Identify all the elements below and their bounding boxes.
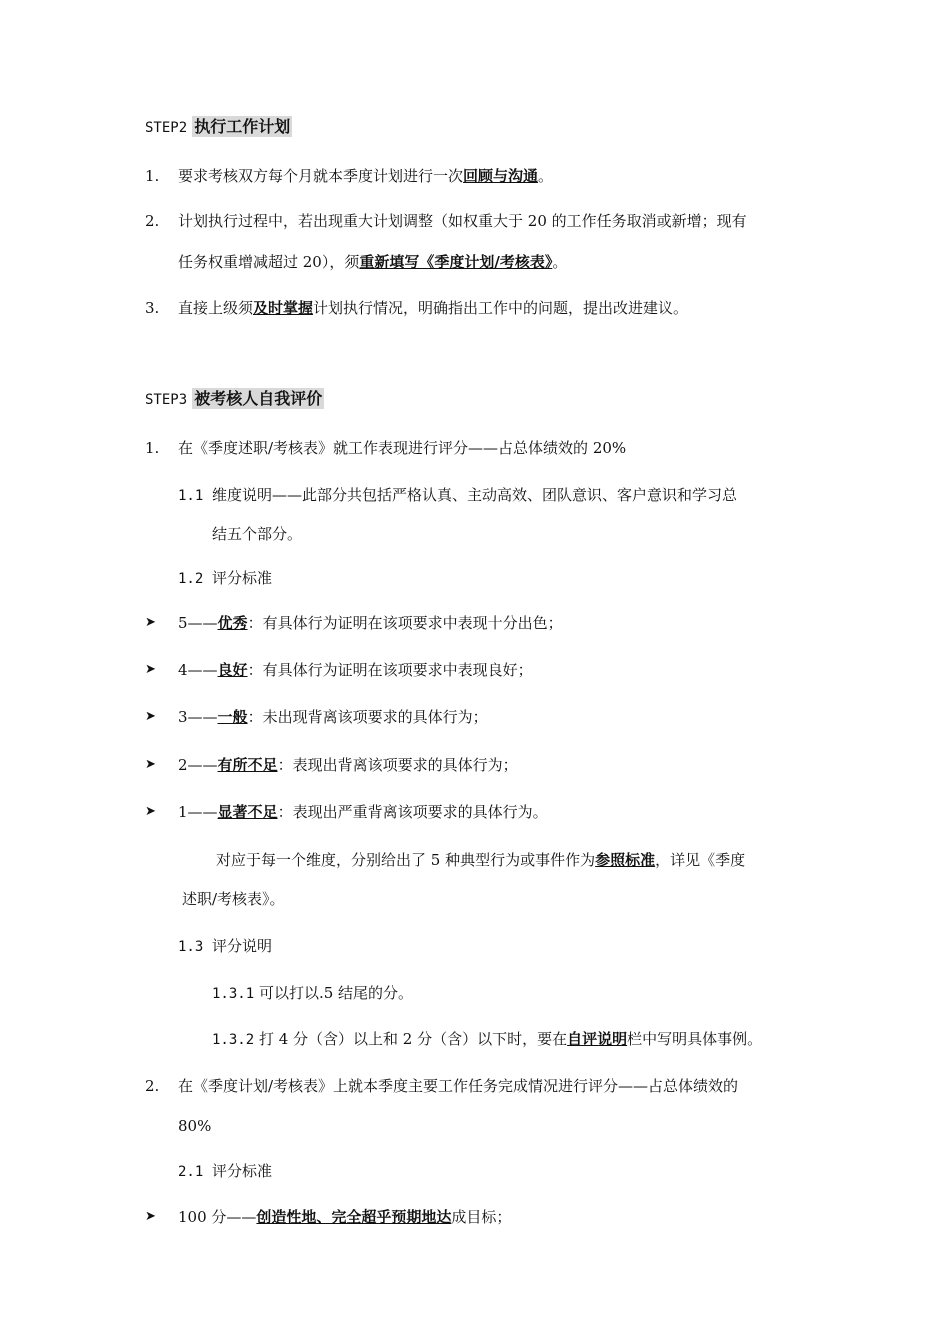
section-number: 1.3 xyxy=(178,939,204,955)
section-number: 1.2 xyxy=(178,571,204,587)
paragraph-text: 对应于每一个维度，分别给出了 5 种典型行为或事件作为 xyxy=(216,851,596,869)
step2-heading xyxy=(145,117,292,138)
item-text: 任务权重增减超过 20），须 xyxy=(178,253,360,271)
rating-label: 有所不足 xyxy=(217,756,278,774)
rating-score: 4—— xyxy=(178,661,218,679)
emphasis-text: 及时掌握 xyxy=(253,299,314,317)
rating-desc: ：未出现背离该项要求的具体行为； xyxy=(247,708,488,726)
rating-label: 良好 xyxy=(217,661,248,679)
arrowhead-bullet-icon: ➤ xyxy=(145,615,156,630)
list-number: 1. xyxy=(145,167,160,185)
arrowhead-bullet-icon: ➤ xyxy=(145,804,156,819)
item-text-end: 。 xyxy=(552,253,568,271)
rating-score: 5—— xyxy=(178,614,218,632)
section-text: 评分说明 xyxy=(212,937,273,955)
list-number: 2. xyxy=(145,212,160,230)
arrowhead-bullet-icon: ➤ xyxy=(145,709,156,724)
item-text: 在《季度述职/考核表》就工作表现进行评分——占总体绩效的 20% xyxy=(178,439,627,457)
rating-label: 显著不足 xyxy=(217,803,278,821)
section-number: 1.3.1 xyxy=(212,986,255,1002)
rating-score: 2—— xyxy=(178,756,218,774)
section-1-1-cont: 结五个部分。 xyxy=(212,525,303,543)
item-text: 要求考核双方每个月就本季度计划进行一次 xyxy=(178,167,464,185)
arrowhead-bullet-icon: ➤ xyxy=(145,1209,156,1224)
item-text: 计划执行过程中，若出现重大计划调整（如权重大于 20 的工作任务取消或新增；现有 xyxy=(178,212,747,230)
section-number: 1.3.2 xyxy=(212,1032,255,1048)
section-text: 可以打以.5 结尾的分。 xyxy=(258,984,414,1002)
step2-item-2-cont xyxy=(178,252,567,272)
step3-item-2-cont: 80% xyxy=(178,1117,212,1135)
section-number: 2.1 xyxy=(178,1164,204,1180)
section-text: 评分标准 xyxy=(212,569,273,587)
section-1-1 xyxy=(178,485,738,506)
list-number: 1. xyxy=(145,439,160,457)
rating-desc: ：表现出严重背离该项要求的具体行为。 xyxy=(277,803,548,821)
reference-paragraph-cont: 述职/考核表》。 xyxy=(182,890,285,908)
emphasis-text: 回顾与沟通 xyxy=(463,167,539,185)
item-text-end: 计划执行情况，明确指出工作中的问题，提出改进建议。 xyxy=(313,299,689,317)
emphasis-text: 创造性地、完全超乎预期地达 xyxy=(256,1208,452,1226)
item-text: 直接上级须 xyxy=(178,299,254,317)
rating-score: 3—— xyxy=(178,708,218,726)
step3-label: STEP3 xyxy=(145,392,188,408)
step3-title: 被考核人自我评价 xyxy=(194,389,323,408)
rating-label: 一般 xyxy=(217,708,248,726)
list-number: 3. xyxy=(145,299,160,317)
rating-desc: ：有具体行为证明在该项要求中表现良好； xyxy=(247,661,533,679)
rating-desc: ：有具体行为证明在该项要求中表现十分出色； xyxy=(247,614,563,632)
section-1-3 xyxy=(178,936,273,957)
section-text-end: 栏中写明具体事例。 xyxy=(627,1030,763,1048)
section-1-2 xyxy=(178,568,273,589)
rating-desc: ：表现出背离该项要求的具体行为； xyxy=(277,756,518,774)
emphasis-text: 参照标准 xyxy=(595,851,656,869)
section-text: 打 4 分（含）以上和 2 分（含）以下时，要在 xyxy=(258,1030,568,1048)
emphasis-text: 自评说明 xyxy=(567,1030,628,1048)
rating-desc: 成目标； xyxy=(451,1208,512,1226)
section-1-3-1 xyxy=(212,983,413,1004)
reference-paragraph xyxy=(216,850,745,870)
emphasis-text: 重新填写《季度计划/考核表》 xyxy=(359,253,553,271)
arrowhead-bullet-icon: ➤ xyxy=(145,757,156,772)
section-number: 1.1 xyxy=(178,488,204,504)
item-text-end: 。 xyxy=(538,167,554,185)
rating-label: 优秀 xyxy=(217,614,248,632)
section-1-3-2 xyxy=(212,1029,762,1050)
step2-label: STEP2 xyxy=(145,120,188,136)
paragraph-text-end: ，详见《季度 xyxy=(655,851,746,869)
rating-score: 100 分—— xyxy=(178,1208,257,1226)
step3-heading xyxy=(145,389,324,410)
section-text: 评分标准 xyxy=(212,1162,273,1180)
list-number: 2. xyxy=(145,1077,160,1095)
section-text: 维度说明——此部分共包括严格认真、主动高效、团队意识、客户意识和学习总 xyxy=(212,486,738,504)
section-2-1 xyxy=(178,1161,273,1182)
step2-title: 执行工作计划 xyxy=(194,117,291,136)
arrowhead-bullet-icon: ➤ xyxy=(145,662,156,677)
rating-score: 1—— xyxy=(178,803,218,821)
item-text: 在《季度计划/考核表》上就本季度主要工作任务完成情况进行评分——占总体绩效的 xyxy=(178,1077,739,1095)
